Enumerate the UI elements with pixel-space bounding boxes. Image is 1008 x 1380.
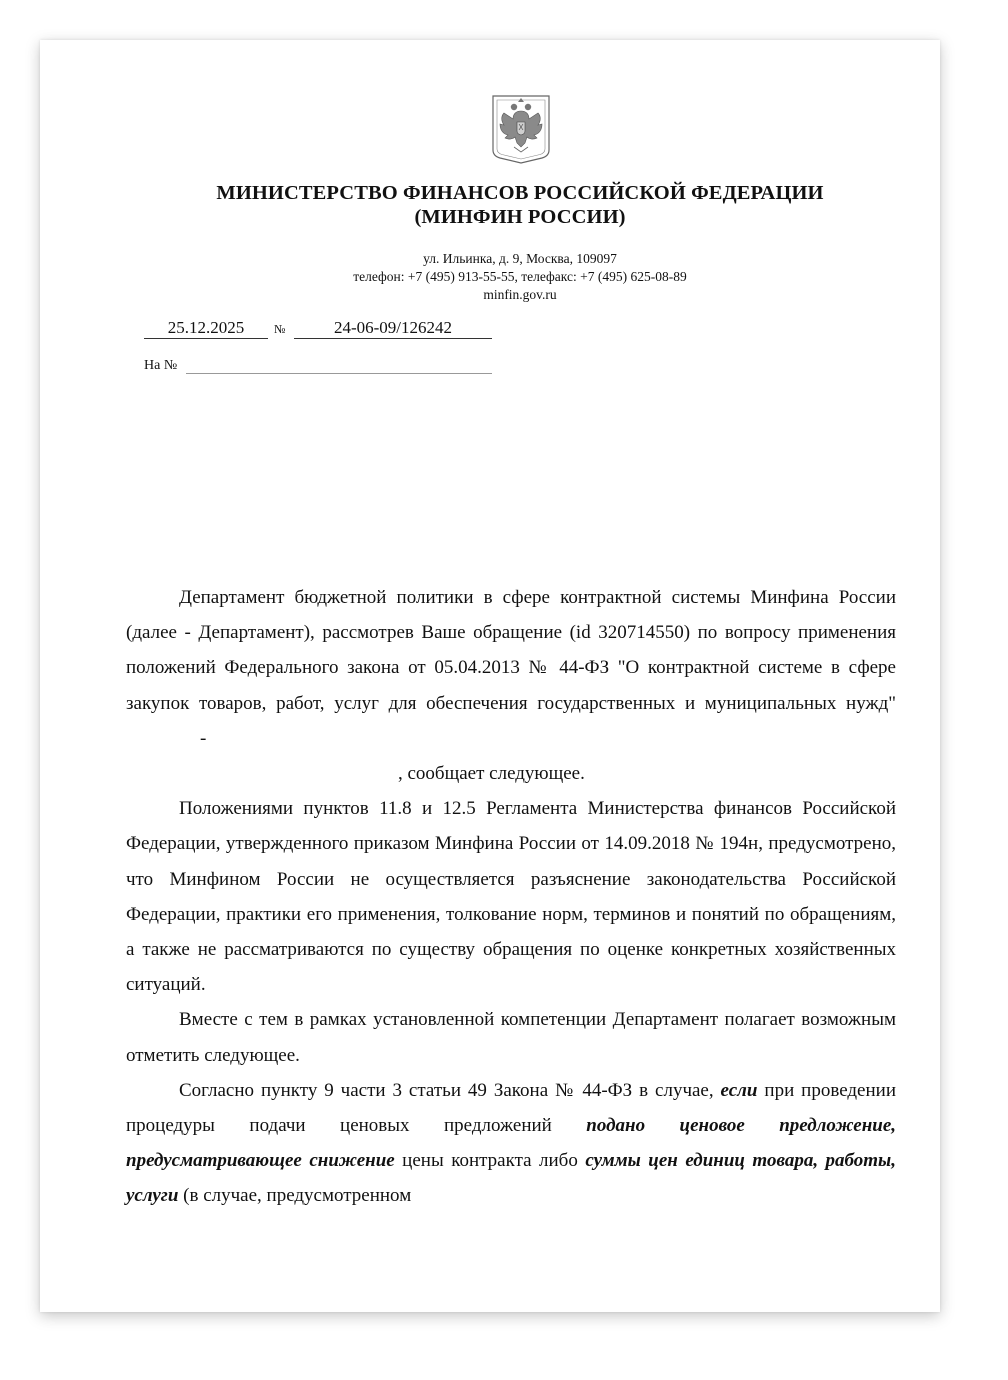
- document-number: 24-06-09/126242: [294, 318, 492, 339]
- reference-field-line: [186, 373, 492, 374]
- emphasis-text: если: [720, 1079, 758, 1101]
- document-date: 25.12.2025: [144, 318, 268, 339]
- ministry-short-name: (МИНФИН РОССИИ): [414, 206, 626, 228]
- ministry-address: ул. Ильинка, д. 9, Москва, 109097: [423, 251, 617, 266]
- reference-label: На №: [144, 358, 178, 373]
- paragraph-1: Департамент бюджетной политики в сфере контрактной системы Минфина России (далее - Департамент), рассмотрев Ваше обращение (id 320714550) по вопросу применения положений Федерального закона от 05.04.2013 № 44-ФЗ "О контрактной системе в сфере закупок товаров, работ, услуг для обеспечения государственных и муниципальных нужд"-: [126, 587, 896, 749]
- paragraph-3: Вместе с тем в рамках установленной компетенции Департамент полагает возможным отметить следующее.: [126, 1009, 896, 1066]
- ministry-website: minfin.gov.ru: [483, 287, 557, 302]
- letter-body: [126, 580, 896, 1214]
- emphasis-text: суммы цен единиц товара, работы, услуги: [126, 1150, 896, 1207]
- redacted-dash: -: [200, 727, 207, 749]
- ministry-name: МИНИСТЕРСТВО ФИНАНСОВ РОССИЙСКОЙ ФЕДЕРАЦИИ: [216, 182, 824, 204]
- paragraph-1-end: , сообщает следующее.: [398, 763, 585, 785]
- number-sign: №: [274, 322, 286, 336]
- emphasis-text: подано ценовое предложение, предусматривающее снижение: [126, 1115, 897, 1172]
- document-page: [40, 40, 940, 1312]
- coat-of-arms-icon: [490, 94, 552, 164]
- paragraph-4: Согласно пункту 9 части 3 статьи 49 Закона № 44-ФЗ в случае, если при проведении процедуры подачи ценовых предложений подано ценовое предложение, предусматривающее снижение цены контракта либо суммы цен единиц товара, работы, услуги (в случае, предусмотренном: [126, 1079, 897, 1207]
- ministry-phones: телефон: +7 (495) 913-55-55, телефакс: +7 (495) 625-08-89: [353, 269, 687, 284]
- paragraph-2: Положениями пунктов 11.8 и 12.5 Регламента Министерства финансов Российской Федерации, утвержденного приказом Минфина России от 14.09.2018 № 194н, предусмотрено, что Минфином России не осуществляется разъяснение законодательства Российской Федерации, практики его применения, толкование норм, терминов и понятий по обращениям, а также не рассматриваются по существу обращения по оценке конкретных хозяйственных ситуаций.: [126, 798, 896, 996]
